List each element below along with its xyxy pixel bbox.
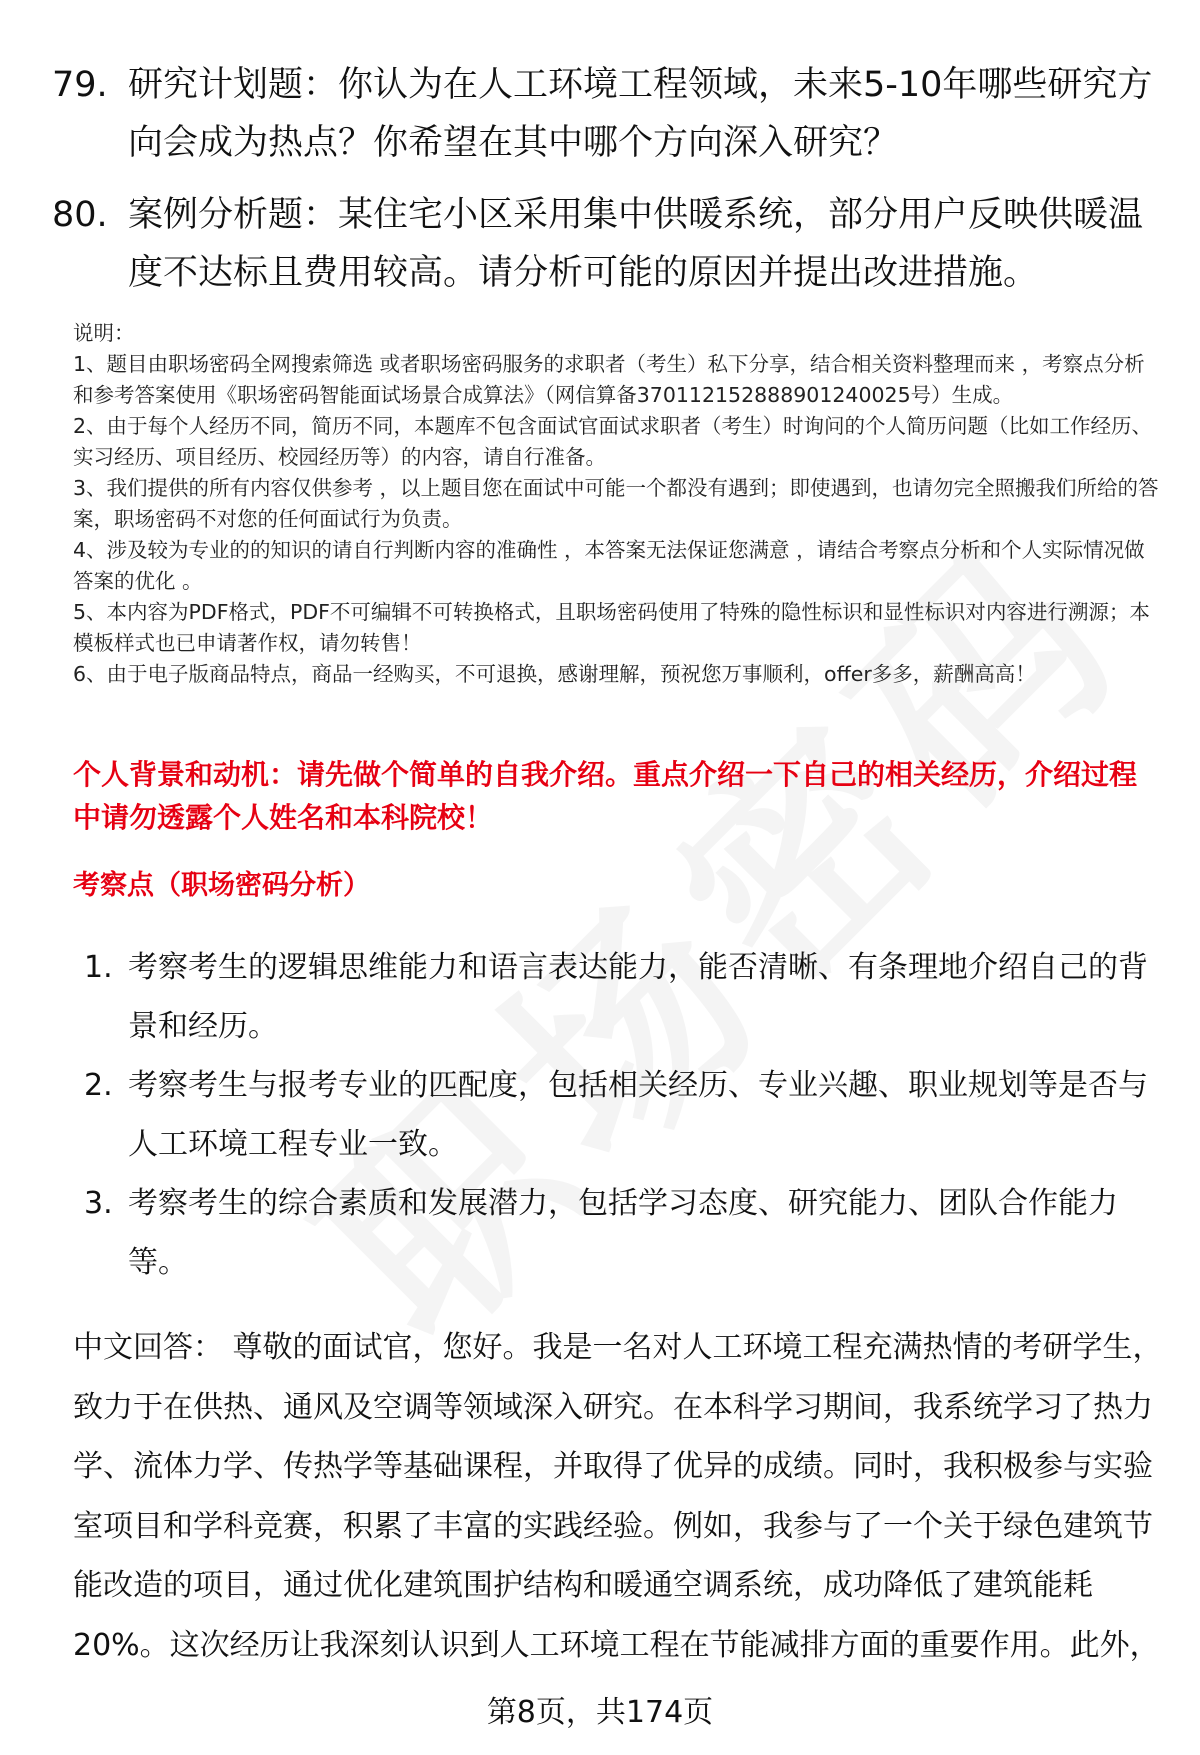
assessment-point (84, 938, 1164, 1056)
answer-text: 中文回答： 尊敬的面试官，您好。我是一名对人工环境工程充满热情的考研学生，致力于在供热、通风及空调等领域深入研究。在本科学习期间，我系统学习了热力学、流体力学、传热学等基础课程，并取得了优异的成绩。同时，我积极参与实验室项目和学科竞赛，积累了丰富的实践经验。例如，我参与了一个关于绿色建筑节能改造的项目，通过优化建筑围护结构和暖通空调系统，成功降低了建筑能耗20%。这次经历让我深刻认识到人工环境工程在节能减排方面的重要作用。此外， (73, 1330, 1163, 1663)
assessment-point (84, 1056, 1164, 1174)
point-number: 2. (84, 1068, 113, 1103)
note-item: 1、题目由职场密码全网搜索筛选 或者职场密码服务的求职者（考生）私下分享，结合相关资料整理而来 ，考察点分析和参考答案使用《职场密码智能面试场景合成算法》（网信算备370112152888901240025号）生成。 (73, 352, 1145, 407)
answer-block (73, 1318, 1163, 1675)
note-item: 6、由于电子版商品特点，商品一经购买，不可退换，感谢理解，预祝您万事顺利，offer多多，薪酬高高！ (73, 662, 1036, 686)
point-text: 考察考生的逻辑思维能力和语言表达能力，能否清晰、有条理地介绍自己的背景和经历。 (128, 950, 1148, 1044)
point-text: 考察考生的综合素质和发展潜力，包括学习态度、研究能力、团队合作能力等。 (128, 1186, 1118, 1280)
question-number: 80. (52, 195, 108, 235)
note-item: 4、涉及较为专业的的知识的请自行判断内容的准确性 ，本答案无法保证您满意 ，请结合考察点分析和个人实际情况做答案的优化 。 (73, 538, 1145, 593)
note-item: 2、由于每个人经历不同，简历不同，本题库不包含面试官面试求职者（考生）时询问的个人简历问题（比如工作经历、实习经历、项目经历、校园经历等）的内容，请自行准备。 (73, 414, 1153, 469)
note-item: 3、我们提供的所有内容仅供参考 ，以上题目您在面试中可能一个都没有遇到；即使遇到，也请勿完全照搬我们所给的答案，职场密码不对您的任何面试行为负责。 (73, 476, 1159, 531)
section-sub-heading: 考察点（职场密码分析） (73, 870, 370, 901)
section-heading: 个人背景和动机：请先做个简单的自我介绍。重点介绍一下自己的相关经历，介绍过程中请勿透露个人姓名和本科院校！ (73, 758, 1138, 834)
point-number: 3. (84, 1186, 113, 1221)
question-item (52, 186, 1162, 302)
point-number: 1. (84, 950, 113, 985)
notes-title: 说明： (73, 321, 135, 345)
question-text: 研究计划题：你认为在人工环境工程领域，未来5-10年哪些研究方向会成为热点？你希望在其中哪个方向深入研究？ (128, 65, 1153, 163)
question-text: 案例分析题：某住宅小区采用集中供暖系统，部分用户反映供暖温度不达标且费用较高。请分析可能的原因并提出改进措施。 (128, 195, 1144, 293)
assessment-point (84, 1174, 1164, 1292)
question-item (52, 56, 1162, 172)
page-footer: 第8页，共174页 (486, 1695, 714, 1730)
assessment-points (84, 938, 1164, 1292)
question-number: 79. (52, 65, 108, 105)
point-text: 考察考生与报考专业的匹配度，包括相关经历、专业兴趣、职业规划等是否与人工环境工程专业一致。 (128, 1068, 1148, 1162)
note-item: 5、本内容为PDF格式，PDF不可编辑不可转换格式，且职场密码使用了特殊的隐性标识和显性标识对内容进行溯源；本模板样式也已申请著作权，请勿转售！ (73, 600, 1150, 655)
question-list (52, 56, 1162, 316)
notes-block (73, 318, 1163, 690)
